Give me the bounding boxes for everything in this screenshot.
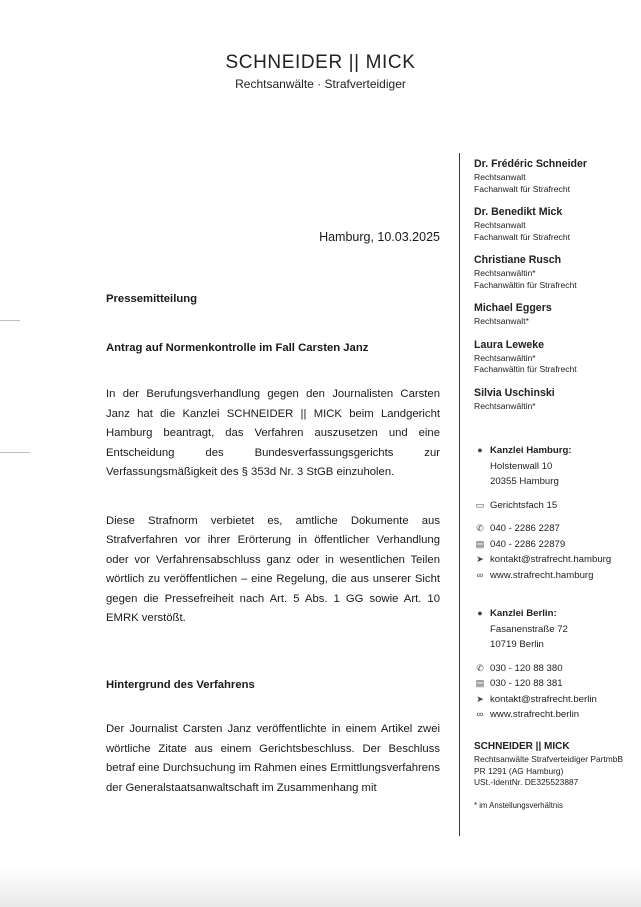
lawyer-name: Dr. Frédéric Schneider <box>474 158 588 170</box>
letterhead <box>0 52 641 91</box>
lawyer-specialty: Fachanwalt für Strafrecht <box>474 231 571 242</box>
office-email[interactable]: kontakt@strafrecht.berlin <box>490 693 597 705</box>
printer-icon: ▤ <box>475 538 485 549</box>
office-fax: 030 - 120 88 381 <box>490 678 563 689</box>
lawyer-role: Rechtsanwalt <box>474 220 526 230</box>
printer-icon: ▤ <box>475 678 485 688</box>
lawyer-role: Rechtsanwalt <box>474 172 526 182</box>
lawyer-specialty: Fachanwältin für Strafrecht <box>474 279 577 290</box>
lawyer-specialty: Fachanwalt für Strafrecht <box>474 183 571 194</box>
sidebar <box>474 158 639 810</box>
footnote: * im Anstellungsverhältnis <box>474 800 563 810</box>
lawyer-role: Rechtsanwältin* <box>474 352 536 363</box>
office-city: 20355 Hamburg <box>490 476 559 487</box>
office-city: 10719 Berlin <box>490 639 544 650</box>
page-bottom-shadow <box>0 868 641 907</box>
firm-vat-id: USt.-IdentNr. DE325523887 <box>474 777 579 787</box>
office-phone[interactable]: 040 - 2286 2287 <box>490 523 560 534</box>
letter-body <box>106 290 440 798</box>
office-street: Holstenwall 10 <box>490 460 553 472</box>
firm-register: PR 1291 (AG Hamburg) <box>474 765 564 776</box>
office-email[interactable]: kontakt@strafrecht.hamburg <box>490 554 612 565</box>
lawyer-name: Michael Eggers <box>474 302 552 314</box>
office-mailbox: Gerichtsfach 15 <box>490 499 558 511</box>
fold-mark-top <box>0 320 20 321</box>
lawyer-role: Rechtsanwalt* <box>474 316 529 326</box>
paragraph-2: Diese Strafnorm verbietet es, amtliche Dokumente aus Strafverfahren vor ihrer Erörterung in öffentlicher Verhandlung oder vor Verfahrensabschluss ganz oder in wesentlichen Teilen wörtlich zu veröffentlichen – eine Regelung, die aus unserer Sicht gegen die Pressefreiheit nach Art. 5 Abs. 1 GG sowie Art. 10 EMRK verstößt. <box>106 514 440 624</box>
lawyer-entry <box>474 387 639 413</box>
firm-registration <box>474 741 639 789</box>
lawyer-name: Laura Leweke <box>474 338 545 351</box>
section-heading: Hintergrund des Verfahrens <box>106 678 255 691</box>
office-website[interactable]: www.strafrecht.berlin <box>490 709 580 720</box>
lawyer-entry <box>474 254 639 291</box>
send-icon: ➤ <box>476 693 484 704</box>
office-hamburg <box>474 443 639 583</box>
firm-legal-form: Rechtsanwälte Strafverteidiger PartmbB <box>474 754 623 764</box>
lawyer-entry <box>474 158 639 195</box>
office-fax: 040 - 2286 22879 <box>490 538 566 550</box>
press-release-label: Pressemitteilung <box>106 293 198 305</box>
lawyer-name: Christiane Rusch <box>474 254 562 266</box>
sidebar-divider <box>459 153 460 836</box>
link-icon: ∞ <box>476 569 484 580</box>
lawyer-entry <box>474 302 639 328</box>
paragraph-3: Der Journalist Carsten Janz veröffentlichte in einem Artikel zwei wörtliche Zitate aus einem Gerichtsbeschluss. Der Beschluss betraf eine Durchsuchung im Rahmen eines Ermittlungsverfahrens der Generalstaatsanwaltschaft im Zusammenhang mit <box>106 723 440 794</box>
firm-logo-name: SCHNEIDER || MICK <box>225 52 416 73</box>
phone-icon: ✆ <box>476 662 484 673</box>
office-title: Kanzlei Hamburg: <box>490 445 572 456</box>
lawyer-role: Rechtsanwältin* <box>474 268 536 278</box>
letter-date: Hamburg, 10.03.2025 <box>319 230 440 244</box>
lawyer-specialty: Fachanwältin für Strafrecht <box>474 364 577 374</box>
letter-title: Antrag auf Normenkontrolle im Fall Carsten Janz <box>106 341 369 354</box>
lawyer-entry <box>474 206 639 243</box>
firm-name: SCHNEIDER || MICK <box>474 740 570 752</box>
office-street: Fasanenstraße 72 <box>490 623 568 635</box>
paragraph-1: In der Berufungsverhandlung gegen den Journalisten Carsten Janz hat die Kanzlei SCHNEIDER || MICK beim Landgericht Hamburg beantragt, das Verfahren auszusetzen und eine Entscheidung des Bundesverfassungsgerichts zur Verfassungsmäßigkeit des § 353d Nr. 3 StGB einzuholen. <box>106 388 440 478</box>
lawyer-name: Silvia Uschinski <box>474 386 555 399</box>
lawyer-entry <box>474 339 639 376</box>
office-title: Kanzlei Berlin: <box>490 608 557 619</box>
office-website[interactable]: www.strafrecht.hamburg <box>490 569 594 581</box>
office-phone[interactable]: 030 - 120 88 380 <box>490 662 563 674</box>
inbox-icon: ▭ <box>475 499 485 510</box>
fold-mark-bottom <box>0 452 30 453</box>
link-icon: ∞ <box>476 709 484 719</box>
lawyer-role: Rechtsanwältin* <box>474 400 536 411</box>
map-pin-icon: ● <box>477 608 483 618</box>
map-pin-icon: ● <box>477 445 483 455</box>
lawyer-name: Dr. Benedikt Mick <box>474 206 563 218</box>
office-berlin <box>474 606 639 723</box>
send-icon: ➤ <box>476 554 484 564</box>
phone-icon: ✆ <box>476 523 484 533</box>
firm-logo-subtitle: Rechtsanwälte · Strafverteidiger <box>235 77 406 91</box>
